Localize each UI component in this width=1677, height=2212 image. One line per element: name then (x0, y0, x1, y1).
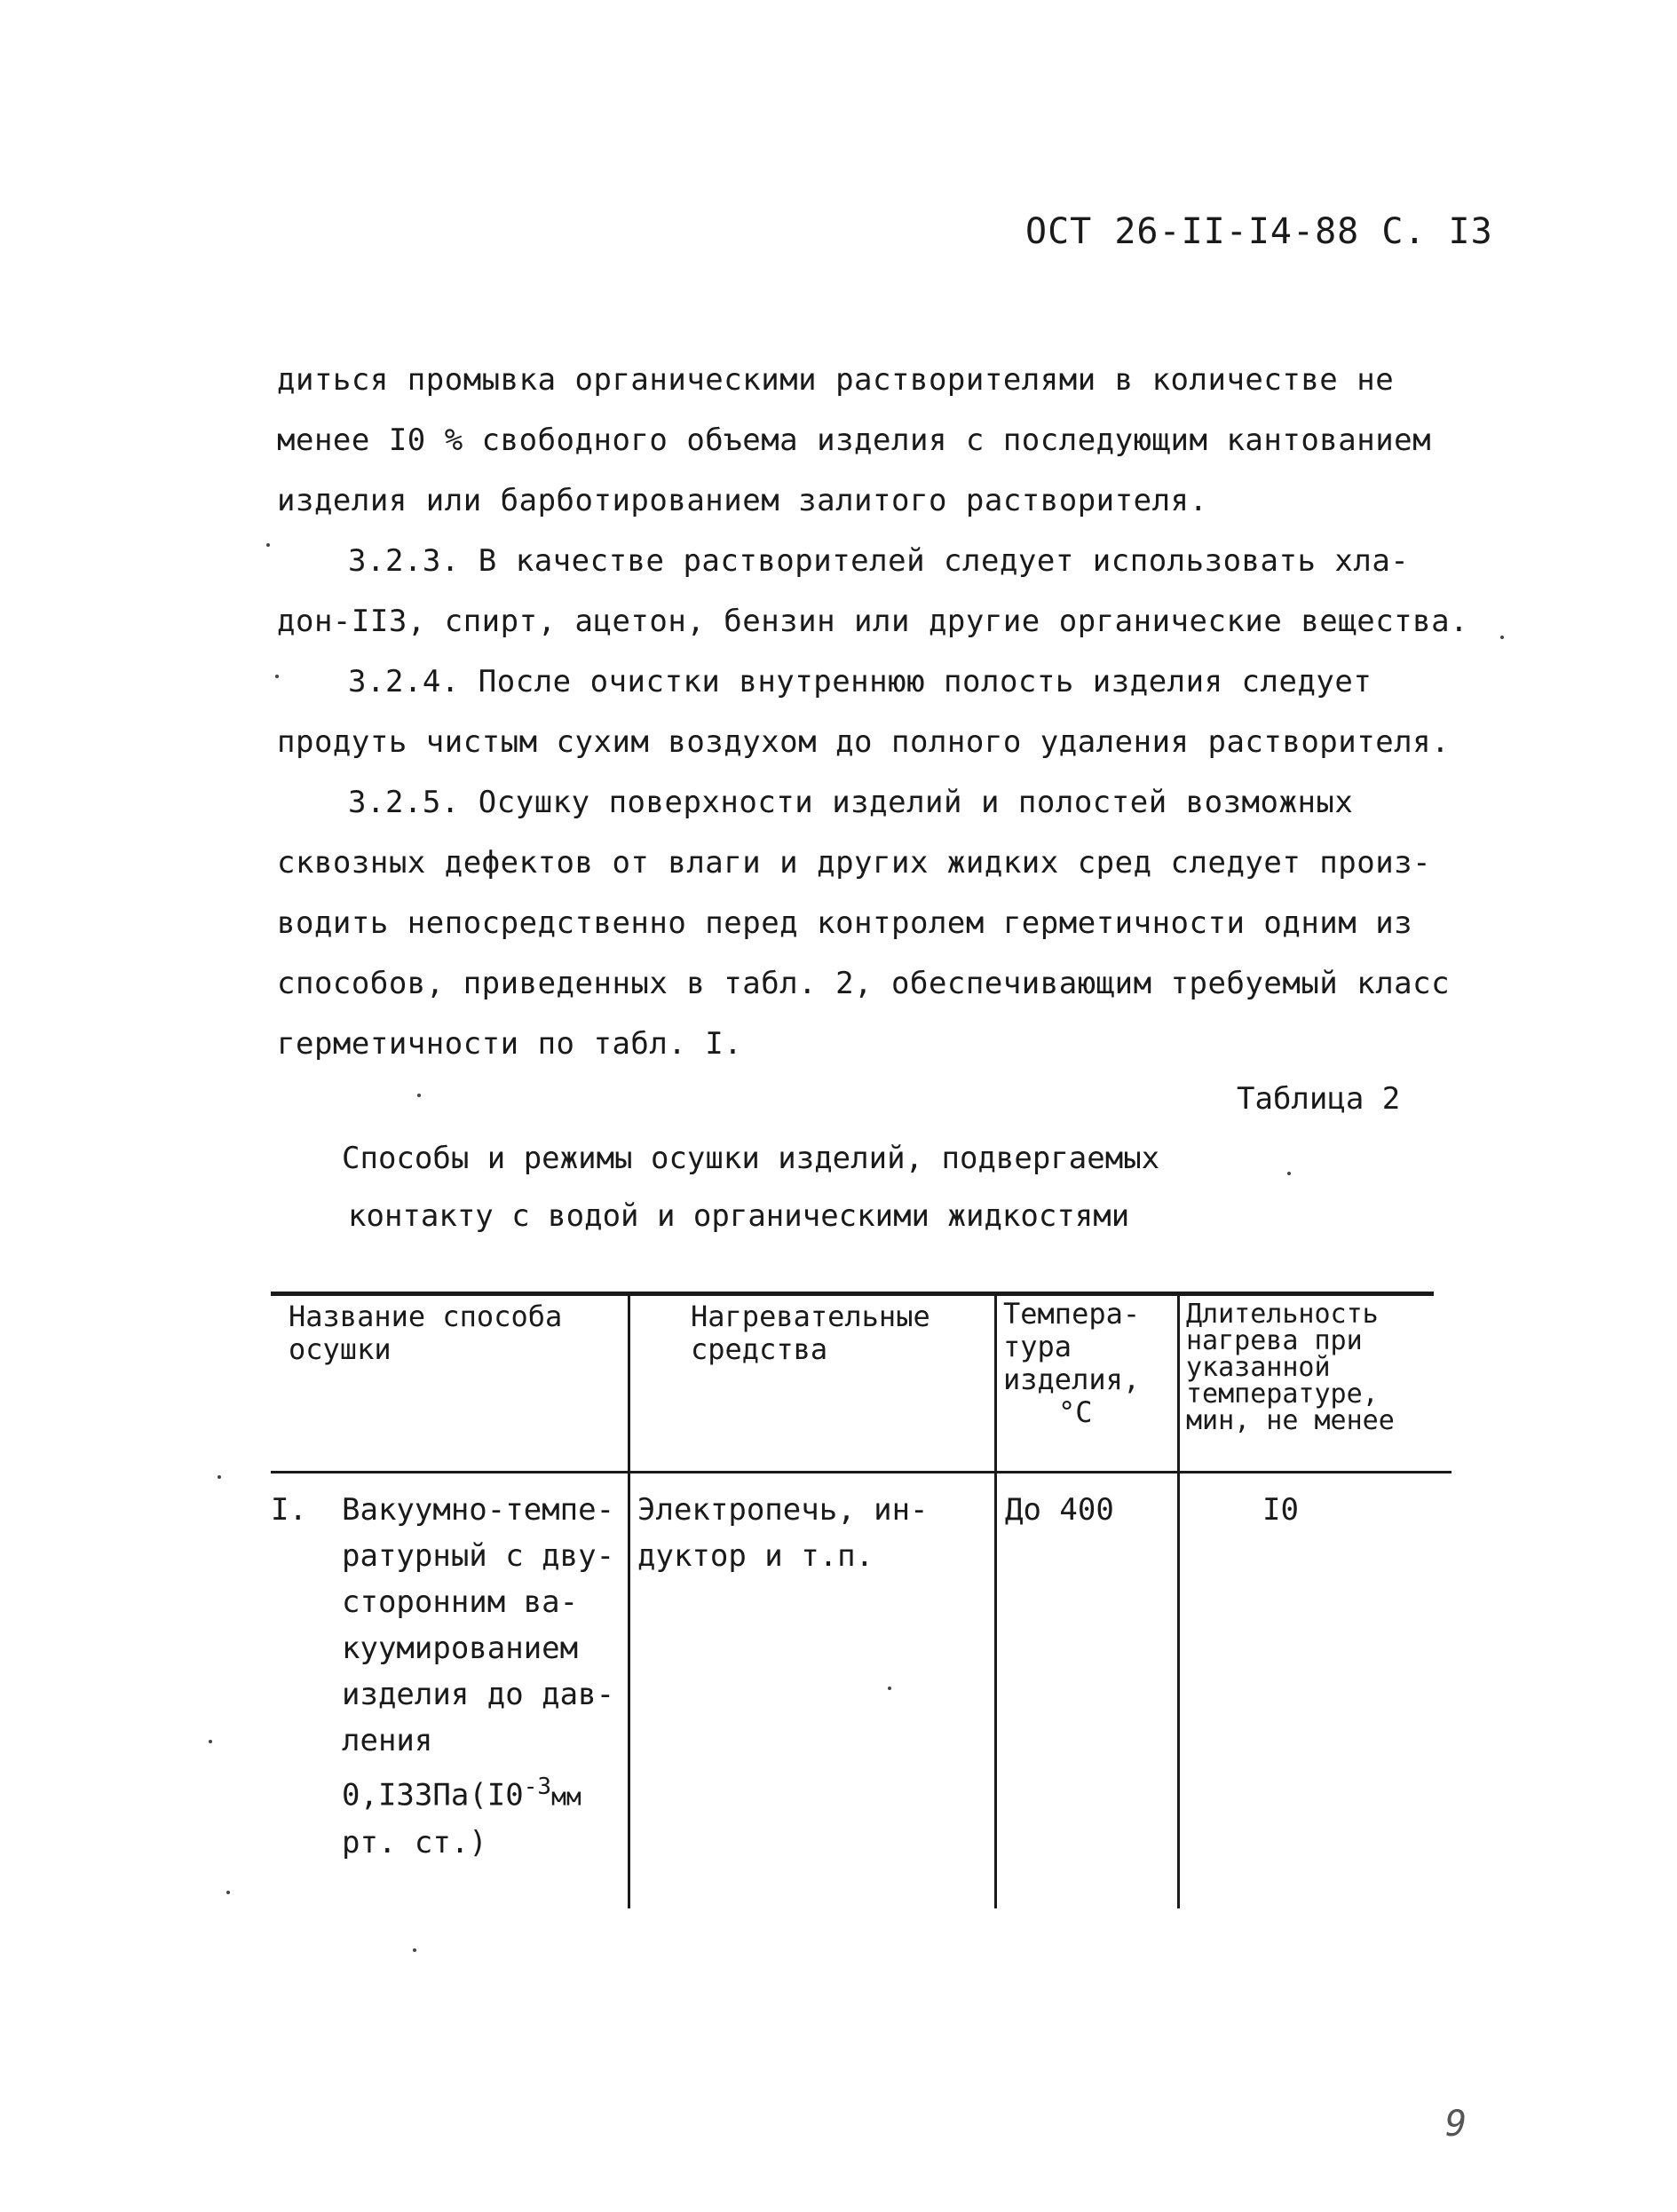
body-line: способов, приведенных в табл. 2, обеспечивающим требуемый класс (277, 966, 1451, 1001)
scan-speck (413, 1948, 416, 1952)
scan-speck (417, 1094, 421, 1097)
table-column-divider (628, 1294, 630, 1908)
row-temperature: До 400 (1005, 1492, 1114, 1528)
header-method: Название способа осушки (289, 1300, 563, 1366)
row-method: Вакуумно-темпе- ратурный с дву- сторонним ва- куумированием изделия до дав- ления $0,I33Па(I0^{-3}мм$ рт. ст.) (342, 1492, 615, 1861)
body-line: дон-II3, спирт, ацетон, бензин или другие органические вещества. (277, 604, 1469, 639)
body-line: сквозных дефектов от влаги и других жидких сред следует произ- (277, 845, 1432, 881)
body-line: 3.2.4. После очистки внутреннюю полость изделия следует (348, 664, 1372, 699)
scan-speck (226, 1891, 230, 1894)
table-caption: контакту с водой и органическими жидкостями (348, 1198, 1130, 1234)
body-line: менее I0 % свободного объема изделия с последующим кантованием (277, 423, 1432, 458)
header-temperature: Темпера- тура изделия, °С (1003, 1297, 1141, 1429)
document-code: ОСТ 26-II-I4-88 С. I3 (1025, 211, 1493, 252)
table-column-divider (994, 1294, 997, 1908)
scan-speck (266, 543, 270, 547)
body-line: 3.2.5. Осушку поверхности изделий и полостей возможных (348, 785, 1354, 820)
body-line: герметичности по табл. I. (277, 1026, 743, 1062)
row-number: I. (271, 1492, 307, 1528)
table-top-rule (271, 1292, 1434, 1296)
row-duration: I0 (1262, 1492, 1299, 1528)
scan-speck (1500, 636, 1504, 639)
table-column-divider (1177, 1294, 1180, 1908)
scan-speck (275, 675, 279, 678)
body-line: изделия или барботированием залитого растворителя. (277, 483, 1208, 518)
header-duration: Длительность нагрева при указанной температуре, мин, не менее (1186, 1299, 1395, 1436)
temperature-unit: °С (1058, 1395, 1093, 1429)
table-header-rule (271, 1471, 1452, 1473)
scan-speck (218, 1475, 221, 1479)
page-corner-mark: 9 (1445, 2104, 1467, 2145)
row-heating: Электропечь, ин- дуктор и т.п. (637, 1492, 929, 1574)
header-heating: Нагревательные средства (691, 1300, 930, 1366)
table-caption: Способы и режимы осушки изделий, подвергаемых (342, 1141, 1160, 1176)
body-line: водить непосредственно перед контролем герметичности одним из (277, 905, 1413, 941)
scan-speck (888, 1687, 891, 1690)
body-line: диться промывка органическими растворителями в количестве не (277, 362, 1395, 398)
table-number: Таблица 2 (1237, 1081, 1401, 1117)
scan-speck (209, 1740, 212, 1743)
scan-speck (1287, 1172, 1291, 1175)
body-line: 3.2.3. В качестве растворителей следует использовать хла- (348, 543, 1410, 579)
pressure-line: $0,I33Па(I0^{-3}мм$ (342, 1774, 581, 1813)
body-line: продуть чистым сухим воздухом до полного удаления растворителя. (277, 724, 1451, 760)
